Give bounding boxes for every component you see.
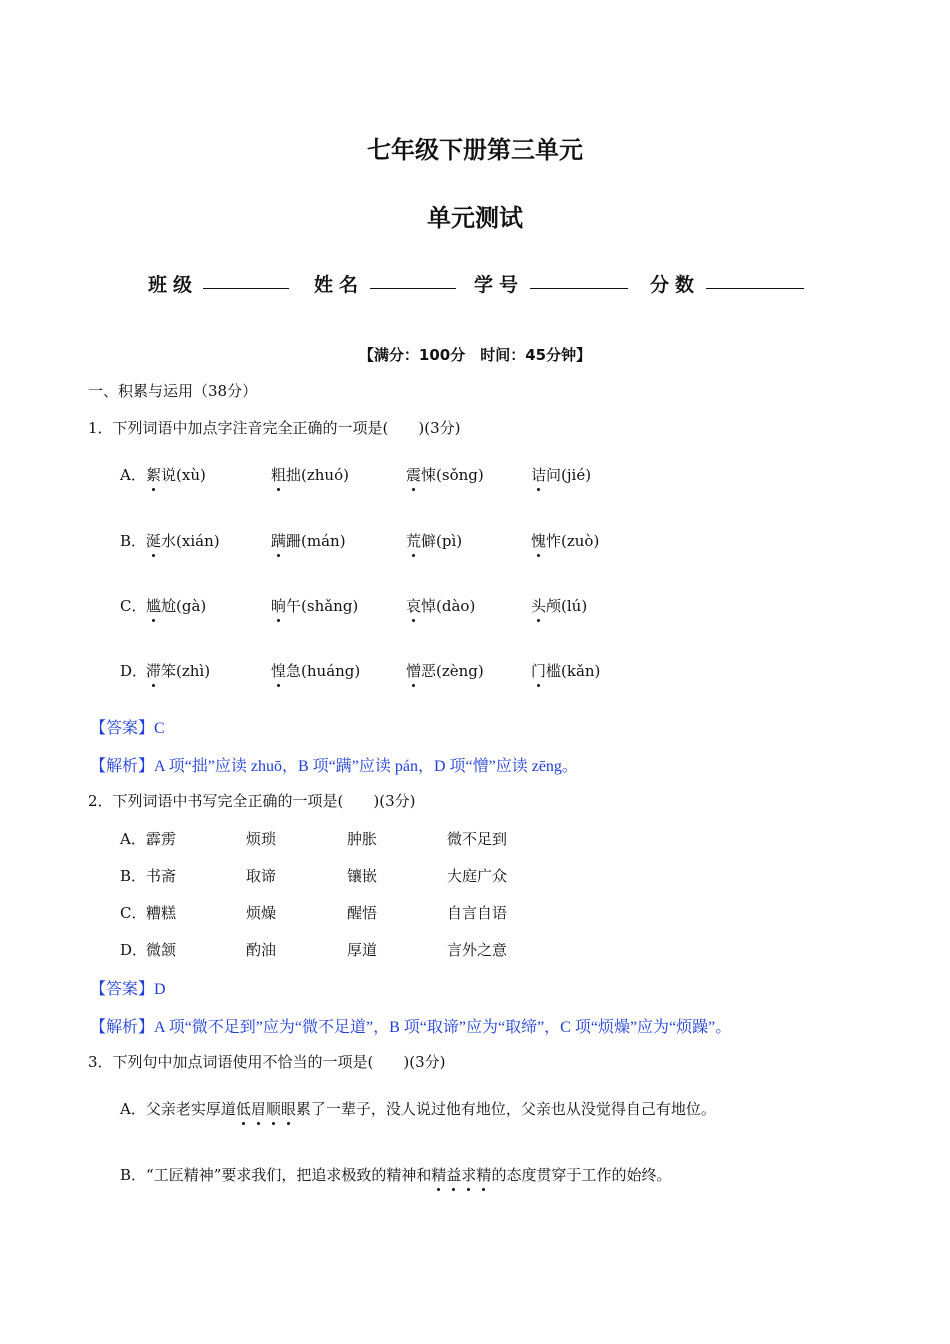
option-b: B．“工匠精神”要求我们，把追求极致的精神和精益求精的态度贯穿于工作的始终。 <box>120 1166 672 1184</box>
option-item: 大庭广众 <box>447 867 508 885</box>
class-field[interactable] <box>203 288 289 289</box>
score-label: 分数 <box>650 274 701 296</box>
name-label: 姓名 <box>314 274 365 296</box>
name-field[interactable] <box>370 288 456 289</box>
page-subtitle: 单元测试 <box>427 204 523 232</box>
option-item: 絮说(xù) <box>146 466 206 484</box>
class-label: 班级 <box>148 274 199 296</box>
option-item: 镶嵌 <box>347 867 378 885</box>
exam-meta: 【满分：100分 时间：45分钟】 <box>358 346 592 364</box>
option-item: 荒僻(pì) <box>406 532 463 550</box>
option-item: 滞笨(zhì) <box>146 662 211 680</box>
option-item: 诘问(jié) <box>531 466 592 484</box>
score-field[interactable] <box>706 288 804 289</box>
option-item: 书斋 <box>146 867 177 885</box>
option-item: 震悚(sǒng) <box>406 466 484 484</box>
option-label: C． <box>120 597 147 615</box>
option-item: 烦琐 <box>246 830 277 848</box>
option-item: 厚道 <box>347 941 378 959</box>
option-label: A． <box>120 830 146 848</box>
option-item: 涎水(xián) <box>146 532 220 550</box>
option-item: 取谛 <box>246 867 277 885</box>
option-item: 蹒跚(mán) <box>271 532 346 550</box>
analysis-line: 【解析】A 项“微不足到”应为“微不足道”，B 项“取谛”应为“取缔”，C 项“烦燥”应为“烦躁”。 <box>90 1017 732 1036</box>
option-item: 愧怍(zuò) <box>531 532 600 550</box>
option-item: 言外之意 <box>447 941 508 959</box>
option-label: B． <box>120 867 147 885</box>
student-id-field[interactable] <box>530 288 628 289</box>
option-item: 哀悼(dào) <box>406 597 476 615</box>
option-item: 醒悟 <box>347 904 378 922</box>
option-label: A． <box>120 466 146 484</box>
option-label: B． <box>120 532 147 550</box>
option-item: 霹雳 <box>146 830 177 848</box>
page-title: 七年级下册第三单元 <box>367 136 583 164</box>
option-label: C． <box>120 904 147 922</box>
answer-line: 【答案】C <box>90 718 165 737</box>
student-id-label: 学号 <box>474 274 525 296</box>
option-a: A．父亲老实厚道低眉顺眼累了一辈子，没人说过他有地位，父亲也从没觉得自己有地位。 <box>120 1100 716 1118</box>
option-label: D． <box>120 662 148 680</box>
option-item: 门槛(kǎn) <box>531 662 601 680</box>
option-item: 自言自语 <box>447 904 508 922</box>
option-item: 憎恶(zèng) <box>406 662 484 680</box>
option-item: 尴尬(gà) <box>146 597 207 615</box>
option-item: 惶急(huáng) <box>271 662 361 680</box>
question-stem: 2．下列词语中书写完全正确的一项是( )(3分) <box>88 792 416 810</box>
section-title: 一、积累与运用（38分） <box>88 382 258 400</box>
option-item: 酌油 <box>246 941 277 959</box>
option-label: D． <box>120 941 148 959</box>
option-item: 晌午(shǎng) <box>271 597 359 615</box>
question-stem: 3．下列句中加点词语使用不恰当的一项是( )(3分) <box>88 1053 446 1071</box>
option-item: 粗拙(zhuó) <box>271 466 349 484</box>
option-item: 头颅(lú) <box>531 597 588 615</box>
answer-line: 【答案】D <box>90 979 166 998</box>
option-item: 微不足到 <box>447 830 508 848</box>
option-item: 微颔 <box>146 941 177 959</box>
option-item: 肿胀 <box>347 830 378 848</box>
option-item: 糟糕 <box>146 904 177 922</box>
option-item: 烦燥 <box>246 904 277 922</box>
question-stem: 1．下列词语中加点字注音完全正确的一项是( )(3分) <box>88 419 461 437</box>
analysis-line: 【解析】A 项“拙”应读 zhuō，B 项“蹒”应读 pán，D 项“憎”应读 zēng。 <box>90 756 578 775</box>
